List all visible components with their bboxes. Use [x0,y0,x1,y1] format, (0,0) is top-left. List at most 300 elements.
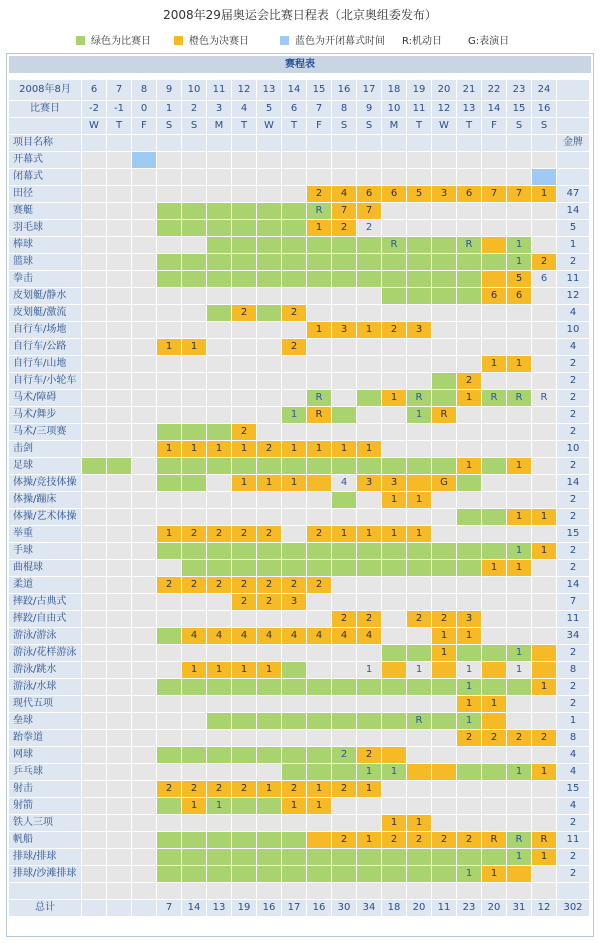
schedule-cell [107,662,131,678]
medal-count: 14 [557,203,589,219]
blank-header-cell [107,135,131,151]
schedule-cell [307,373,331,389]
schedule-cell: 2 [382,832,406,848]
event-name: 闭幕式 [9,169,81,185]
schedule-cell [207,696,231,712]
weekday-row [9,118,589,134]
blank-cell [532,883,556,899]
schedule-cell [307,594,331,610]
match-day-cell: 15 [507,101,531,117]
schedule-cell [132,662,156,678]
schedule-cell [257,560,281,576]
schedule-cell: 1 [307,441,331,457]
schedule-cell: 1 [357,322,381,338]
match-day-cell: 3 [207,101,231,117]
schedule-cell [107,798,131,814]
schedule-cell [282,730,306,746]
schedule-cell [407,288,431,304]
schedule-cell [107,288,131,304]
schedule-cell [382,611,406,627]
schedule-cell [107,254,131,270]
schedule-cell: 1 [407,815,431,831]
schedule-cell [382,373,406,389]
schedule-cell [357,696,381,712]
total-cell: 16 [257,900,281,916]
medal-count: 4 [557,764,589,780]
schedule-cell [532,339,556,355]
schedule-cell [207,543,231,559]
day-cell: 22 [482,80,506,100]
schedule-cell [457,747,481,763]
weekday-cell: T [282,118,306,134]
schedule-cell [107,577,131,593]
schedule-cell [532,203,556,219]
schedule-cell [432,713,456,729]
event-name: 马术/障碍 [9,390,81,406]
schedule-cell: 2 [182,526,206,542]
schedule-cell [207,203,231,219]
total-cell: 23 [457,900,481,916]
blank-row [9,883,589,899]
schedule-cell [157,220,181,236]
medal-count: 34 [557,628,589,644]
schedule-cell [507,220,531,236]
schedule-cell [482,628,506,644]
schedule-cell [282,254,306,270]
schedule-cell [232,747,256,763]
schedule-cell [482,747,506,763]
schedule-cell: R [482,832,506,848]
day-cell: 16 [332,80,356,100]
schedule-cell [482,237,506,253]
schedule-cell [157,730,181,746]
schedule-cell: 2 [282,339,306,355]
event-row [9,152,589,168]
event-name: 游泳/跳水 [9,662,81,678]
schedule-cell [307,832,331,848]
schedule-cell [132,645,156,661]
schedule-cell [232,679,256,695]
schedule-cell: 1 [407,407,431,423]
schedule-cell: 2 [157,577,181,593]
schedule-cell [357,254,381,270]
schedule-cell [307,747,331,763]
schedule-cell: 4 [307,628,331,644]
legend-item-ceremony [280,34,385,50]
schedule-cell [182,407,206,423]
schedule-cell: 7 [357,203,381,219]
medal-count: 2 [557,543,589,559]
blank-header-cell [157,135,181,151]
schedule-cell [207,849,231,865]
schedule-cell [357,594,381,610]
schedule-cell [82,237,106,253]
schedule-cell [507,322,531,338]
schedule-cell: 1 [282,441,306,457]
schedule-cell [257,815,281,831]
schedule-cell [157,662,181,678]
schedule-cell [332,152,356,168]
schedule-cell [257,832,281,848]
schedule-cell [457,594,481,610]
schedule-cell [307,509,331,525]
schedule-cell [282,373,306,389]
schedule-cell [132,866,156,882]
day-cell: 17 [357,80,381,100]
schedule-cell [457,305,481,321]
schedule-cell [357,866,381,882]
schedule-cell [532,441,556,457]
schedule-cell [407,645,431,661]
schedule-cell [82,475,106,491]
schedule-cell [207,645,231,661]
schedule-cell [282,713,306,729]
schedule-cell [207,458,231,474]
schedule-cell [407,237,431,253]
schedule-cell [232,509,256,525]
schedule-cell [257,679,281,695]
schedule-cell [132,815,156,831]
schedule-cell: 1 [307,322,331,338]
schedule-cell [457,339,481,355]
schedule-cell: 2 [507,730,531,746]
medal-count: 5 [557,220,589,236]
schedule-cell [207,764,231,780]
schedule-cell [332,356,356,372]
day-cell: 24 [532,80,556,100]
schedule-cell [157,424,181,440]
schedule-cell [357,560,381,576]
schedule-cell: 1 [257,781,281,797]
schedule-cell [232,152,256,168]
total-cell [107,900,131,916]
schedule-cell: 1 [332,526,356,542]
schedule-cell: 1 [457,458,481,474]
schedule-cell [132,713,156,729]
blank-header-cell [457,135,481,151]
medal-count: 4 [557,798,589,814]
schedule-cell [382,849,406,865]
schedule-cell [157,832,181,848]
schedule-cell: 2 [307,577,331,593]
schedule-cell [332,764,356,780]
schedule-cell [282,543,306,559]
schedule-cell [532,526,556,542]
schedule-cell: 2 [457,373,481,389]
schedule-cell [332,696,356,712]
medal-count: 2 [557,390,589,406]
schedule-cell [232,390,256,406]
schedule-cell [432,492,456,508]
weekday-cell: T [407,118,431,134]
medal-count: 2 [557,679,589,695]
schedule-cell [82,543,106,559]
schedule-cell [457,424,481,440]
legend-item-demo [468,34,509,50]
schedule-cell: 1 [507,849,531,865]
schedule-cell: 2 [257,577,281,593]
schedule-cell [107,458,131,474]
schedule-cell [82,764,106,780]
schedule-cell [407,509,431,525]
schedule-cell [482,577,506,593]
schedule-cell [82,594,106,610]
schedule-cell [332,730,356,746]
schedule-cell [132,747,156,763]
schedule-cell [182,679,206,695]
schedule-cell [332,577,356,593]
schedule-cell [107,509,131,525]
schedule-cell [182,509,206,525]
orange-swatch-icon [174,36,183,45]
schedule-cell: 3 [357,475,381,491]
schedule-cell [257,407,281,423]
event-name: 曲棍球 [9,560,81,576]
schedule-cell: 1 [307,798,331,814]
blank-header-cell [532,135,556,151]
schedule-cell: 2 [232,424,256,440]
event-name: 自行车/场地 [9,322,81,338]
schedule-cell [82,645,106,661]
event-name: 足球 [9,458,81,474]
event-row [9,849,589,865]
schedule-cell [307,866,331,882]
blank-cell [457,883,481,899]
schedule-cell [457,356,481,372]
schedule-table [8,79,590,917]
event-name: 网球 [9,747,81,763]
schedule-cell [357,356,381,372]
schedule-cell: 1 [507,254,531,270]
blank-label [9,883,81,899]
schedule-cell [307,713,331,729]
schedule-cell: 2 [357,611,381,627]
schedule-cell [457,526,481,542]
schedule-cell [332,271,356,287]
schedule-cell [132,237,156,253]
schedule-cell: 2 [332,781,356,797]
schedule-cell [357,849,381,865]
schedule-cell [382,203,406,219]
match-day-cell: 0 [132,101,156,117]
schedule-cell: 1 [282,798,306,814]
blank-header-cell [432,135,456,151]
match-day-cell: 2 [182,101,206,117]
schedule-cell [282,169,306,185]
schedule-cell [207,305,231,321]
schedule-cell [457,203,481,219]
schedule-cell: 1 [182,441,206,457]
weekday-cell: S [507,118,531,134]
schedule-cell [207,339,231,355]
schedule-cell: 3 [282,594,306,610]
schedule-cell: 1 [432,628,456,644]
schedule-cell [82,390,106,406]
schedule-cell: 2 [257,594,281,610]
schedule-cell: 1 [307,220,331,236]
schedule-cell [432,798,456,814]
schedule-cell [357,390,381,406]
schedule-cell [332,492,356,508]
schedule-cell [482,407,506,423]
schedule-cell: 1 [157,526,181,542]
schedule-cell [357,815,381,831]
schedule-cell: 1 [207,441,231,457]
schedule-cell: 1 [507,764,531,780]
match-day-row [9,101,589,117]
schedule-cell [307,543,331,559]
schedule-cell [207,237,231,253]
schedule-cell [232,832,256,848]
event-name: 垒球 [9,713,81,729]
schedule-cell [182,186,206,202]
schedule-cell [482,713,506,729]
blank-header-cell [207,135,231,151]
schedule-cell [357,169,381,185]
schedule-cell [257,339,281,355]
schedule-cell [457,560,481,576]
schedule-cell [82,611,106,627]
schedule-cell [82,526,106,542]
schedule-cell [532,611,556,627]
schedule-cell [382,220,406,236]
schedule-cell [282,815,306,831]
event-row [9,305,589,321]
day-cell: 21 [457,80,481,100]
legend-label: 橙色为决赛日 [189,36,249,47]
event-row [9,169,589,185]
schedule-cell: 7 [482,186,506,202]
medal-count: 7 [557,594,589,610]
weekday-cell: F [307,118,331,134]
schedule-cell [482,849,506,865]
schedule-cell [432,220,456,236]
schedule-cell [282,866,306,882]
schedule-cell [382,305,406,321]
event-row [9,611,589,627]
schedule-cell [107,441,131,457]
schedule-cell: 3 [432,186,456,202]
weekday-cell: M [382,118,406,134]
event-name: 马术/舞步 [9,407,81,423]
event-name: 自行车/山地 [9,356,81,372]
medal-count: 14 [557,475,589,491]
schedule-cell [482,679,506,695]
schedule-cell [532,152,556,168]
schedule-cell [207,390,231,406]
schedule-cell: 1 [532,679,556,695]
schedule-cell [407,849,431,865]
medal-count: 1 [557,713,589,729]
schedule-cell [107,560,131,576]
schedule-cell: 2 [332,747,356,763]
weekday-cell: T [232,118,256,134]
schedule-cell [257,611,281,627]
medal-count: 11 [557,271,589,287]
event-name: 摔跤/古典式 [9,594,81,610]
schedule-cell: 1 [232,662,256,678]
page-title: 2008年29届奥运会比赛日程表（北京奥组委发布） [163,8,437,22]
schedule-cell [532,594,556,610]
schedule-cell: R [482,390,506,406]
match-day-cell: 11 [407,101,431,117]
schedule-cell [82,713,106,729]
schedule-cell [132,764,156,780]
schedule-cell [507,526,531,542]
schedule-cell [257,356,281,372]
schedule-cell: 2 [357,747,381,763]
schedule-cell: 2 [532,730,556,746]
schedule-cell [132,169,156,185]
schedule-cell [307,424,331,440]
schedule-cell [507,407,531,423]
schedule-cell [332,169,356,185]
schedule-cell [232,169,256,185]
schedule-cell [357,237,381,253]
day-cell: 20 [432,80,456,100]
schedule-cell [257,747,281,763]
schedule-cell: 1 [532,849,556,865]
blank-header-cell [507,135,531,151]
schedule-cell [482,815,506,831]
day-cell: 13 [257,80,281,100]
schedule-cell [432,662,456,678]
schedule-cell [282,271,306,287]
schedule-cell [332,288,356,304]
schedule-cell [257,271,281,287]
total-cell: 7 [157,900,181,916]
schedule-cell: 1 [407,492,431,508]
schedule-cell [532,645,556,661]
schedule-cell [107,764,131,780]
schedule-cell [407,764,431,780]
schedule-cell [132,781,156,797]
schedule-cell [532,288,556,304]
schedule-cell [132,543,156,559]
blank-cell [507,883,531,899]
schedule-cell: 1 [532,186,556,202]
match-day-label: 比赛日 [9,101,81,117]
schedule-cell [432,339,456,355]
header-spacer [557,80,589,100]
schedule-cell: 2 [182,781,206,797]
schedule-cell [282,424,306,440]
schedule-cell: 1 [157,441,181,457]
schedule-cell [532,237,556,253]
legend [76,34,596,50]
schedule-cell [82,169,106,185]
event-row [9,203,589,219]
schedule-cell: 2 [432,611,456,627]
schedule-cell [282,152,306,168]
schedule-cell [382,696,406,712]
schedule-cell [257,373,281,389]
schedule-cell [432,152,456,168]
schedule-cell [282,696,306,712]
schedule-cell [307,696,331,712]
schedule-cell [407,866,431,882]
schedule-cell [157,543,181,559]
schedule-cell [82,356,106,372]
schedule-cell: 1 [282,475,306,491]
schedule-cell [282,832,306,848]
event-name: 射箭 [9,798,81,814]
schedule-cell [307,849,331,865]
total-cell: 34 [357,900,381,916]
schedule-cell [532,798,556,814]
schedule-cell [107,305,131,321]
schedule-cell [132,560,156,576]
